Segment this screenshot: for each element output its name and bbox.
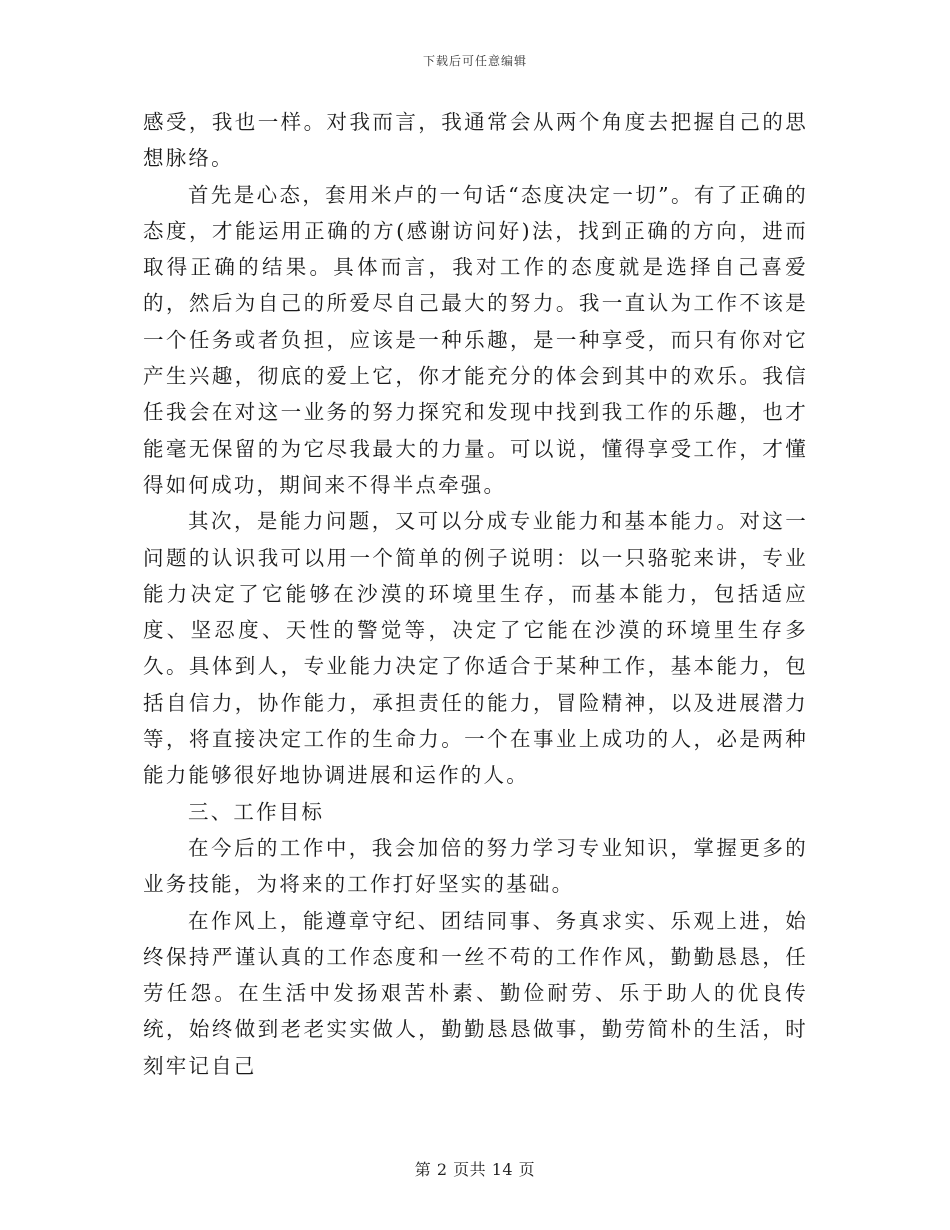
paragraph-1: 感受，我也一样。对我而言，我通常会从两个角度去把握自己的思想脉络。 xyxy=(143,110,808,171)
page-number: 第 2 页共 14 页 xyxy=(414,1160,536,1179)
section-heading: 三、工作目标 xyxy=(188,799,325,824)
paragraph-5: 在作风上，能遵章守纪、团结同事、务真求实、乐观上进，始终保持严谨认真的工作态度和一丝不苟的工作作风，勤勤恳恳，任劳任怨。在生活中发扬艰苦朴素、勤俭耐劳、乐于助人的优良传统，始终做到老老实实做人，勤勤恳恳做事，勤劳简朴的生活，时刻牢记自己 xyxy=(143,908,808,1078)
paragraph-2: 首先是心态，套用米卢的一句话“态度决定一切”。有了正确的态度，才能运用正确的方(感谢访问好)法，找到正确的方向，进而取得正确的结果。具体而言，我对工作的态度就是选择自己喜爱的，然后为自己的所爱尽自己最大的努力。我一直认为工作不该是一个任务或者负担，应该是一种乐趣，是一种享受，而只有你对它产生兴趣，彻底的爱上它，你才能充分的体会到其中的欢乐。我信任我会在对这一业务的努力探究和发现中找到我工作的乐趣，也才能毫无保留的为它尽我最大的力量。可以说，懂得享受工作，才懂得如何成功，期间来不得半点牵强。 xyxy=(143,182,808,497)
document-body xyxy=(143,104,808,1084)
paragraph-3: 其次，是能力问题，又可以分成专业能力和基本能力。对这一问题的认识我可以用一个简单的例子说明：以一只骆驼来讲，专业能力决定了它能够在沙漠的环境里生存，而基本能力，包括适应度、坚忍度、天性的警觉等，决定了它能在沙漠的环境里生存多久。具体到人，专业能力决定了你适合于某种工作，基本能力，包括自信力，协作能力，承担责任的能力，冒险精神，以及进展潜力等，将直接决定工作的生命力。一个在事业上成功的人，必是两种能力能够很好地协调进展和运作的人。 xyxy=(143,509,808,788)
paragraph-4: 在今后的工作中，我会加倍的努力学习专业知识，掌握更多的业务技能，为将来的工作打好坚实的基础。 xyxy=(143,835,808,897)
page-header: 下载后可任意编辑 xyxy=(422,54,527,68)
